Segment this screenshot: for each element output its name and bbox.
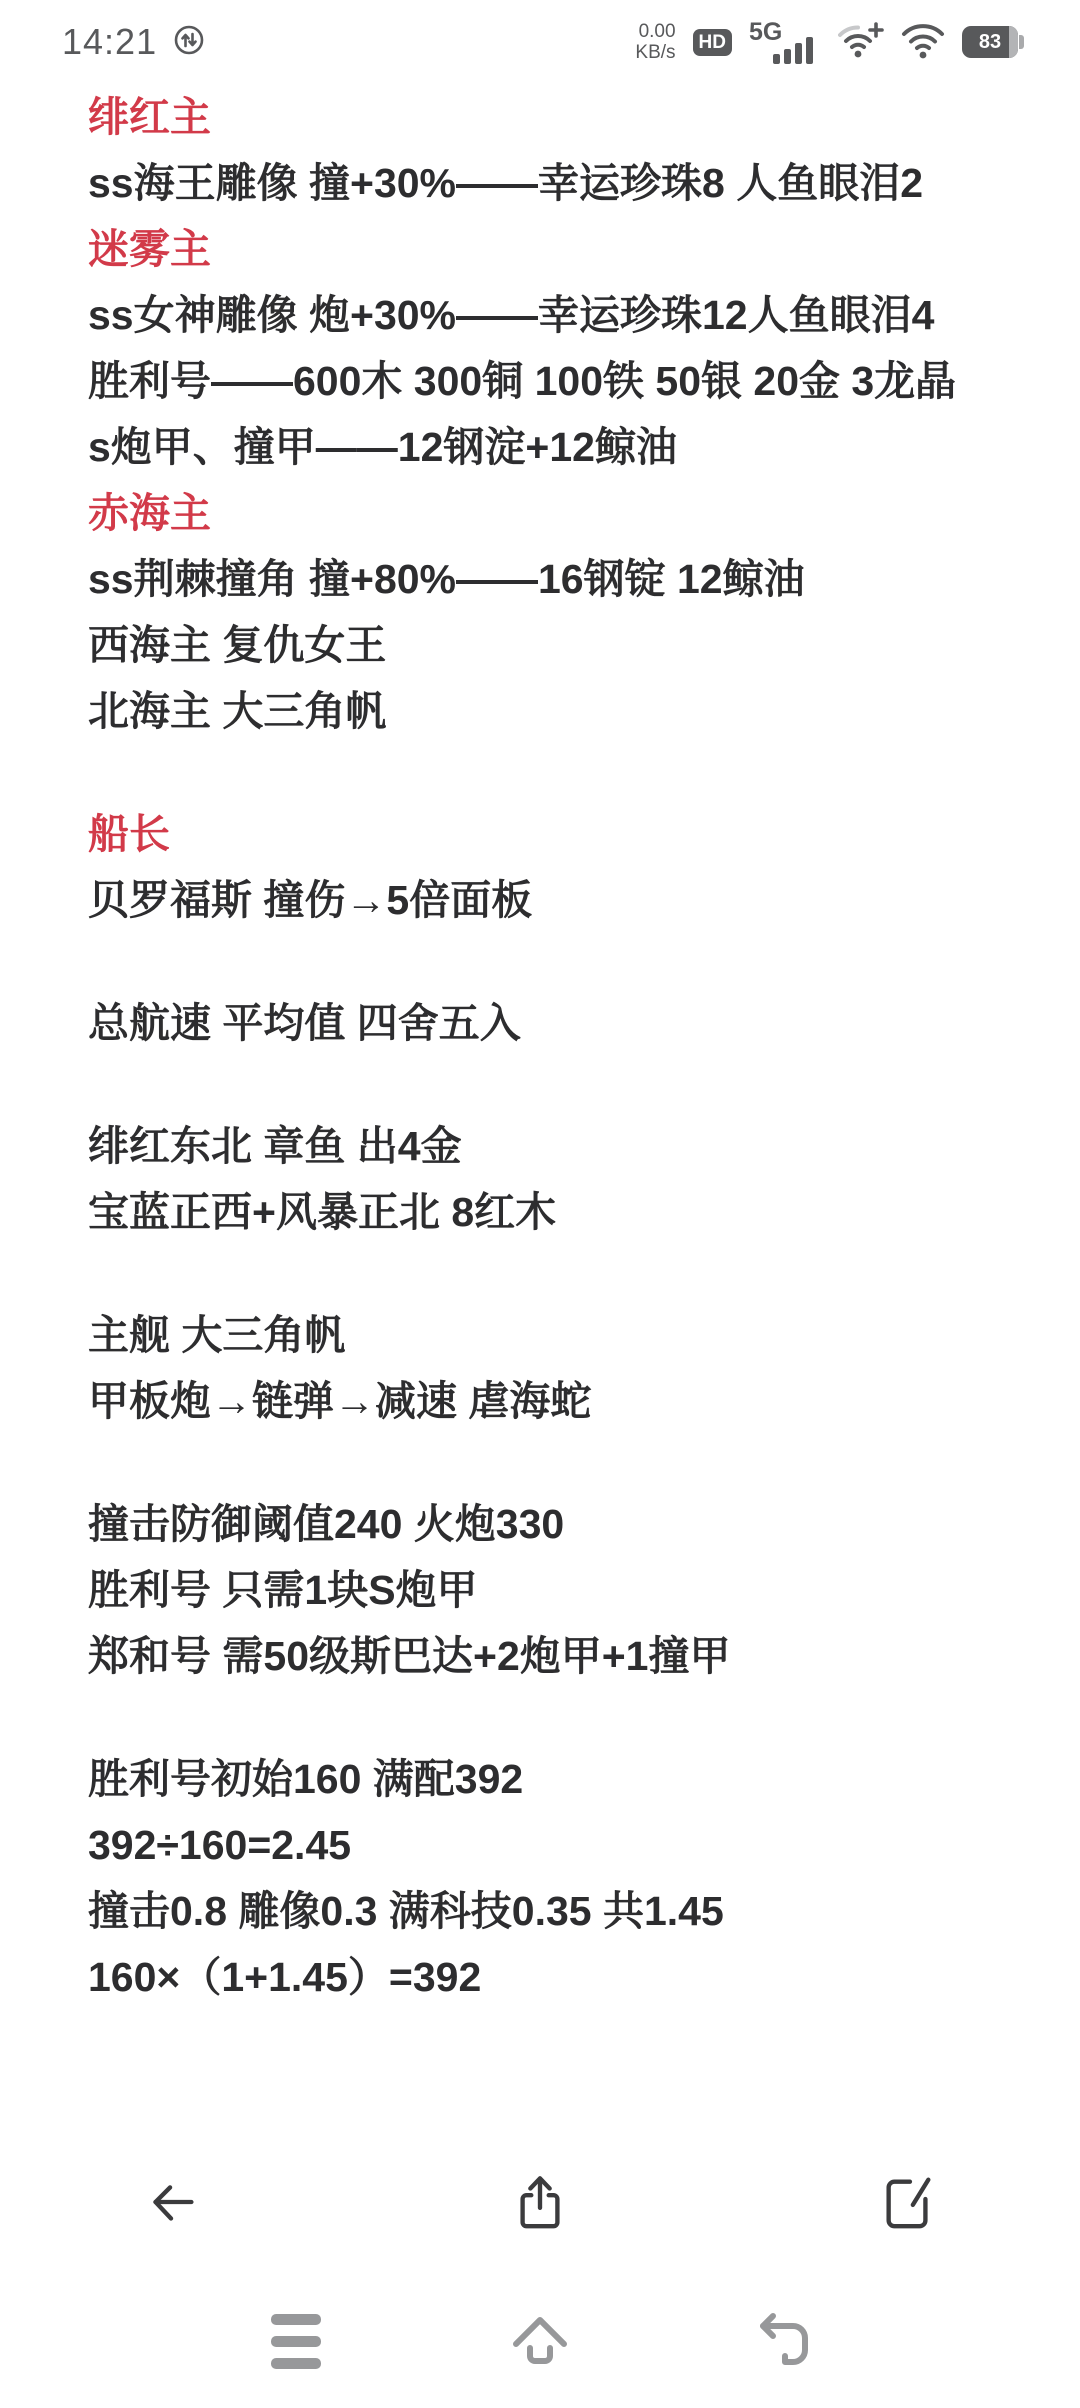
network-speed	[635, 21, 675, 63]
network-speed-value: 0.00	[638, 21, 676, 42]
battery-nub	[1019, 35, 1024, 49]
home-icon	[508, 2312, 572, 2371]
note-line: 甲板炮→链弹→减速 虐海蛇	[88, 1378, 592, 1424]
status-bar	[0, 0, 1080, 84]
menu-icon	[271, 2314, 321, 2369]
note-heading: 迷雾主	[88, 226, 211, 272]
signal-strength-bars	[773, 37, 813, 64]
note-heading: 赤海主	[88, 490, 211, 536]
note-line: ss海王雕像 撞+30%——幸运珍珠8 人鱼眼泪2	[88, 160, 923, 206]
note-line: 撞击0.8 雕像0.3 满科技0.35 共1.45	[88, 1888, 724, 1934]
signal-bars-icon	[749, 18, 821, 66]
note-line: ss女神雕像 炮+30%——幸运珍珠12人鱼眼泪4	[88, 292, 935, 338]
battery-percent: 83	[978, 30, 1002, 53]
compose-icon	[880, 2172, 936, 2237]
edit-button[interactable]	[868, 2164, 948, 2244]
note-line: 总航速 平均值 四舍五入	[88, 1000, 521, 1046]
battery-icon	[962, 26, 1018, 58]
home-button[interactable]	[500, 2301, 580, 2381]
recent-apps-button[interactable]	[256, 2301, 336, 2381]
note-body	[0, 84, 1080, 2010]
share-button[interactable]	[500, 2164, 580, 2244]
note-line: 主舰 大三角帆	[88, 1312, 346, 1358]
note-line: 胜利号 只需1块S炮甲	[88, 1567, 478, 1613]
note-line: 北海主 大三角帆	[88, 688, 387, 734]
note-line: 郑和号 需50级斯巴达+2炮甲+1撞甲	[88, 1633, 731, 1679]
data-usage-icon	[173, 24, 205, 61]
back-nav-button[interactable]	[744, 2301, 824, 2381]
hd-icon: HD	[693, 29, 732, 56]
network-type-label: 5G	[749, 18, 783, 46]
clock: 14:21	[62, 21, 158, 62]
note-line: 西海主 复仇女王	[88, 622, 387, 668]
note-line: 160×（1+1.45）=392	[88, 1954, 482, 2000]
back-arrow-icon	[141, 2171, 203, 2238]
battery-empty-segment	[1009, 26, 1018, 58]
share-icon	[511, 2171, 569, 2238]
note-line: ss荆棘撞角 撞+80%——16钢锭 12鲸油	[88, 556, 805, 602]
bottom-toolbar	[0, 2158, 1080, 2250]
status-bar-right	[635, 18, 1018, 66]
note-line: s炮甲、撞甲——12钢淀+12鲸油	[88, 424, 677, 470]
note-line: 绯红东北 章鱼 出4金	[88, 1123, 462, 1169]
note-line: 392÷160=2.45	[88, 1822, 352, 1868]
wifi-plus-icon	[838, 20, 884, 65]
back-button[interactable]	[132, 2164, 212, 2244]
note-line: 撞击防御阈值240 火炮330	[88, 1501, 565, 1547]
note-line: 胜利号——600木 300铜 100铁 50银 20金 3龙晶	[88, 358, 957, 404]
wifi-icon	[901, 20, 945, 65]
network-speed-unit: KB/s	[635, 42, 676, 63]
return-icon	[755, 2312, 813, 2371]
navigation-bar	[0, 2282, 1080, 2400]
note-line: 胜利号初始160 满配392	[88, 1756, 524, 1802]
note-line: 贝罗福斯 撞伤→5倍面板	[88, 877, 533, 923]
note-line: 宝蓝正西+风暴正北 8红木	[88, 1189, 557, 1235]
status-bar-left	[62, 21, 205, 63]
note-heading: 船长	[88, 811, 170, 857]
note-heading: 绯红主	[88, 94, 211, 140]
